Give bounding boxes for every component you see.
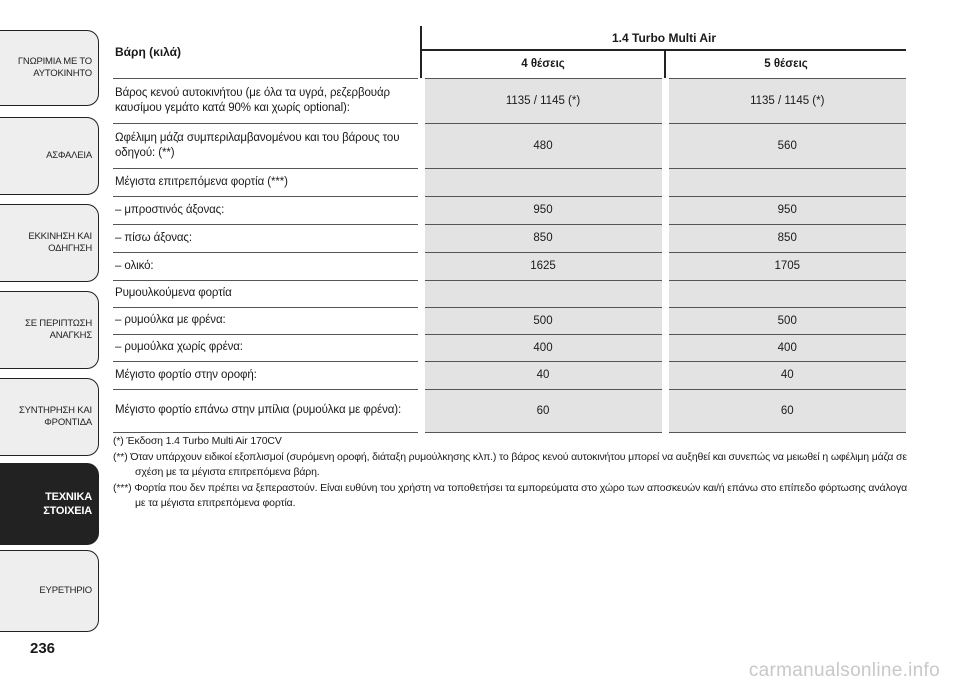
table-row bbox=[113, 168, 906, 196]
tab-emergency[interactable] bbox=[0, 291, 99, 369]
value-4-seats: 1625 bbox=[421, 252, 665, 280]
row-label: – ρυμούλκα με φρένα: bbox=[113, 307, 421, 334]
col-header-5-seats: 5 θέσεις bbox=[665, 50, 906, 78]
table-header-row bbox=[113, 26, 906, 50]
value-5-seats: 1135 / 1145 (*) bbox=[665, 78, 906, 123]
tab-technical-data[interactable] bbox=[0, 463, 99, 545]
table-row bbox=[113, 123, 906, 168]
tab-label: ΕΚΚΙΝΗΣΗ ΚΑΙ ΟΔΗΓΗΣΗ bbox=[28, 231, 92, 254]
footnote-2: (**) Όταν υπάρχουν ειδικοί εξοπλισμοί (συρόμενη οροφή, διάταξη ρυμούλκησης κλπ.) το βάρος κενού αυτοκινήτου μπορεί να αυξηθεί και συνεπώς να μειωθεί η ωφέλιμη μάζα σε σχέση με τα μέγιστα επιτρεπόμενα βάρη. bbox=[113, 450, 907, 478]
value-4-seats: 400 bbox=[421, 334, 665, 361]
value-5-seats bbox=[665, 168, 906, 196]
table-row bbox=[113, 389, 906, 432]
value-5-seats: 60 bbox=[665, 389, 906, 432]
tab-label: ΑΣΦΑΛΕΙΑ bbox=[46, 150, 92, 161]
value-4-seats bbox=[421, 168, 665, 196]
tab-label: ΣΕ ΠΕΡΙΠΤΩΣΗ ΑΝΑΓΚΗΣ bbox=[25, 318, 92, 341]
row-label: Μέγιστο φορτίο επάνω στην μπίλια (ρυμούλκα με φρένα): bbox=[113, 389, 421, 432]
table-row bbox=[113, 78, 906, 123]
row-label: – ρυμούλκα χωρίς φρένα: bbox=[113, 334, 421, 361]
table-title: Βάρη (κιλά) bbox=[113, 26, 421, 78]
value-4-seats: 500 bbox=[421, 307, 665, 334]
table-row bbox=[113, 334, 906, 361]
tab-starting-driving[interactable] bbox=[0, 204, 99, 282]
weights-table bbox=[113, 26, 906, 433]
row-label: Βάρος κενού αυτοκινήτου (με όλα τα υγρά, ρεζερβουάρ καυσίμου γεμάτο κατά 90% και χωρίς optional): bbox=[113, 78, 421, 123]
watermark: carmanualsonline.info bbox=[748, 660, 940, 681]
row-label: – μπροστινός άξονας: bbox=[113, 196, 421, 224]
tab-label: ΕΥΡΕΤΗΡΙΟ bbox=[39, 585, 92, 596]
tab-getting-to-know-car[interactable] bbox=[0, 30, 99, 106]
footnotes bbox=[113, 434, 913, 512]
tab-label: ΣΥΝΤΗΡΗΣΗ ΚΑΙ ΦΡΟΝΤΙΔΑ bbox=[18, 405, 92, 428]
footnote-3: (***) Φορτία που δεν πρέπει να ξεπεραστούν. Είναι ευθύνη του χρήστη να τοποθετήσει τα εμπορεύματα στο χώρο των αποσκευών και/ή επάνω στο επίπεδο φόρτωσης ανάλογα με τα μέγιστα επιτρεπόμενα φορτία. bbox=[113, 481, 908, 509]
table-row bbox=[113, 224, 906, 252]
table-row bbox=[113, 307, 906, 334]
row-label: Μέγιστα επιτρεπόμενα φορτία (***) bbox=[113, 168, 421, 196]
value-4-seats: 40 bbox=[421, 361, 665, 389]
tab-safety[interactable] bbox=[0, 117, 99, 195]
table-row bbox=[113, 361, 906, 389]
table-row bbox=[113, 280, 906, 307]
table-row bbox=[113, 196, 906, 224]
row-label: – πίσω άξονας: bbox=[113, 224, 421, 252]
value-5-seats: 500 bbox=[665, 307, 906, 334]
value-5-seats: 560 bbox=[665, 123, 906, 168]
tab-label: ΓΝΩΡΙΜΙΑ ΜΕ ΤΟ ΑΥΤΟΚΙΝΗΤΟ bbox=[17, 56, 92, 79]
value-4-seats: 60 bbox=[421, 389, 665, 432]
value-5-seats: 400 bbox=[665, 334, 906, 361]
value-4-seats: 480 bbox=[421, 123, 665, 168]
value-5-seats: 950 bbox=[665, 196, 906, 224]
value-4-seats: 950 bbox=[421, 196, 665, 224]
value-4-seats: 1135 / 1145 (*) bbox=[421, 78, 665, 123]
page-number: 236 bbox=[30, 640, 56, 657]
row-label: Ρυμουλκούμενα φορτία bbox=[113, 280, 421, 307]
value-5-seats: 850 bbox=[665, 224, 906, 252]
value-5-seats: 40 bbox=[665, 361, 906, 389]
col-header-4-seats: 4 θέσεις bbox=[421, 50, 665, 78]
row-label: Μέγιστο φορτίο στην οροφή: bbox=[113, 361, 421, 389]
tab-index[interactable] bbox=[0, 550, 99, 632]
value-4-seats bbox=[421, 280, 665, 307]
row-label: – ολικό: bbox=[113, 252, 421, 280]
tab-label: ΤΕΧΝΙΚΑ ΣΤΟΙΧΕΙΑ bbox=[43, 491, 92, 517]
value-5-seats bbox=[665, 280, 906, 307]
row-label: Ωφέλιμη μάζα συμπεριλαμβανομένου και του βάρους του οδηγού: (**) bbox=[113, 123, 421, 168]
engine-header: 1.4 Turbo Multi Air bbox=[421, 26, 906, 50]
table-row bbox=[113, 252, 906, 280]
tab-maintenance-care[interactable] bbox=[0, 378, 99, 456]
footnote-1: (*) Έκδοση 1.4 Turbo Multi Air 170CV bbox=[113, 435, 282, 447]
value-5-seats: 1705 bbox=[665, 252, 906, 280]
value-4-seats: 850 bbox=[421, 224, 665, 252]
